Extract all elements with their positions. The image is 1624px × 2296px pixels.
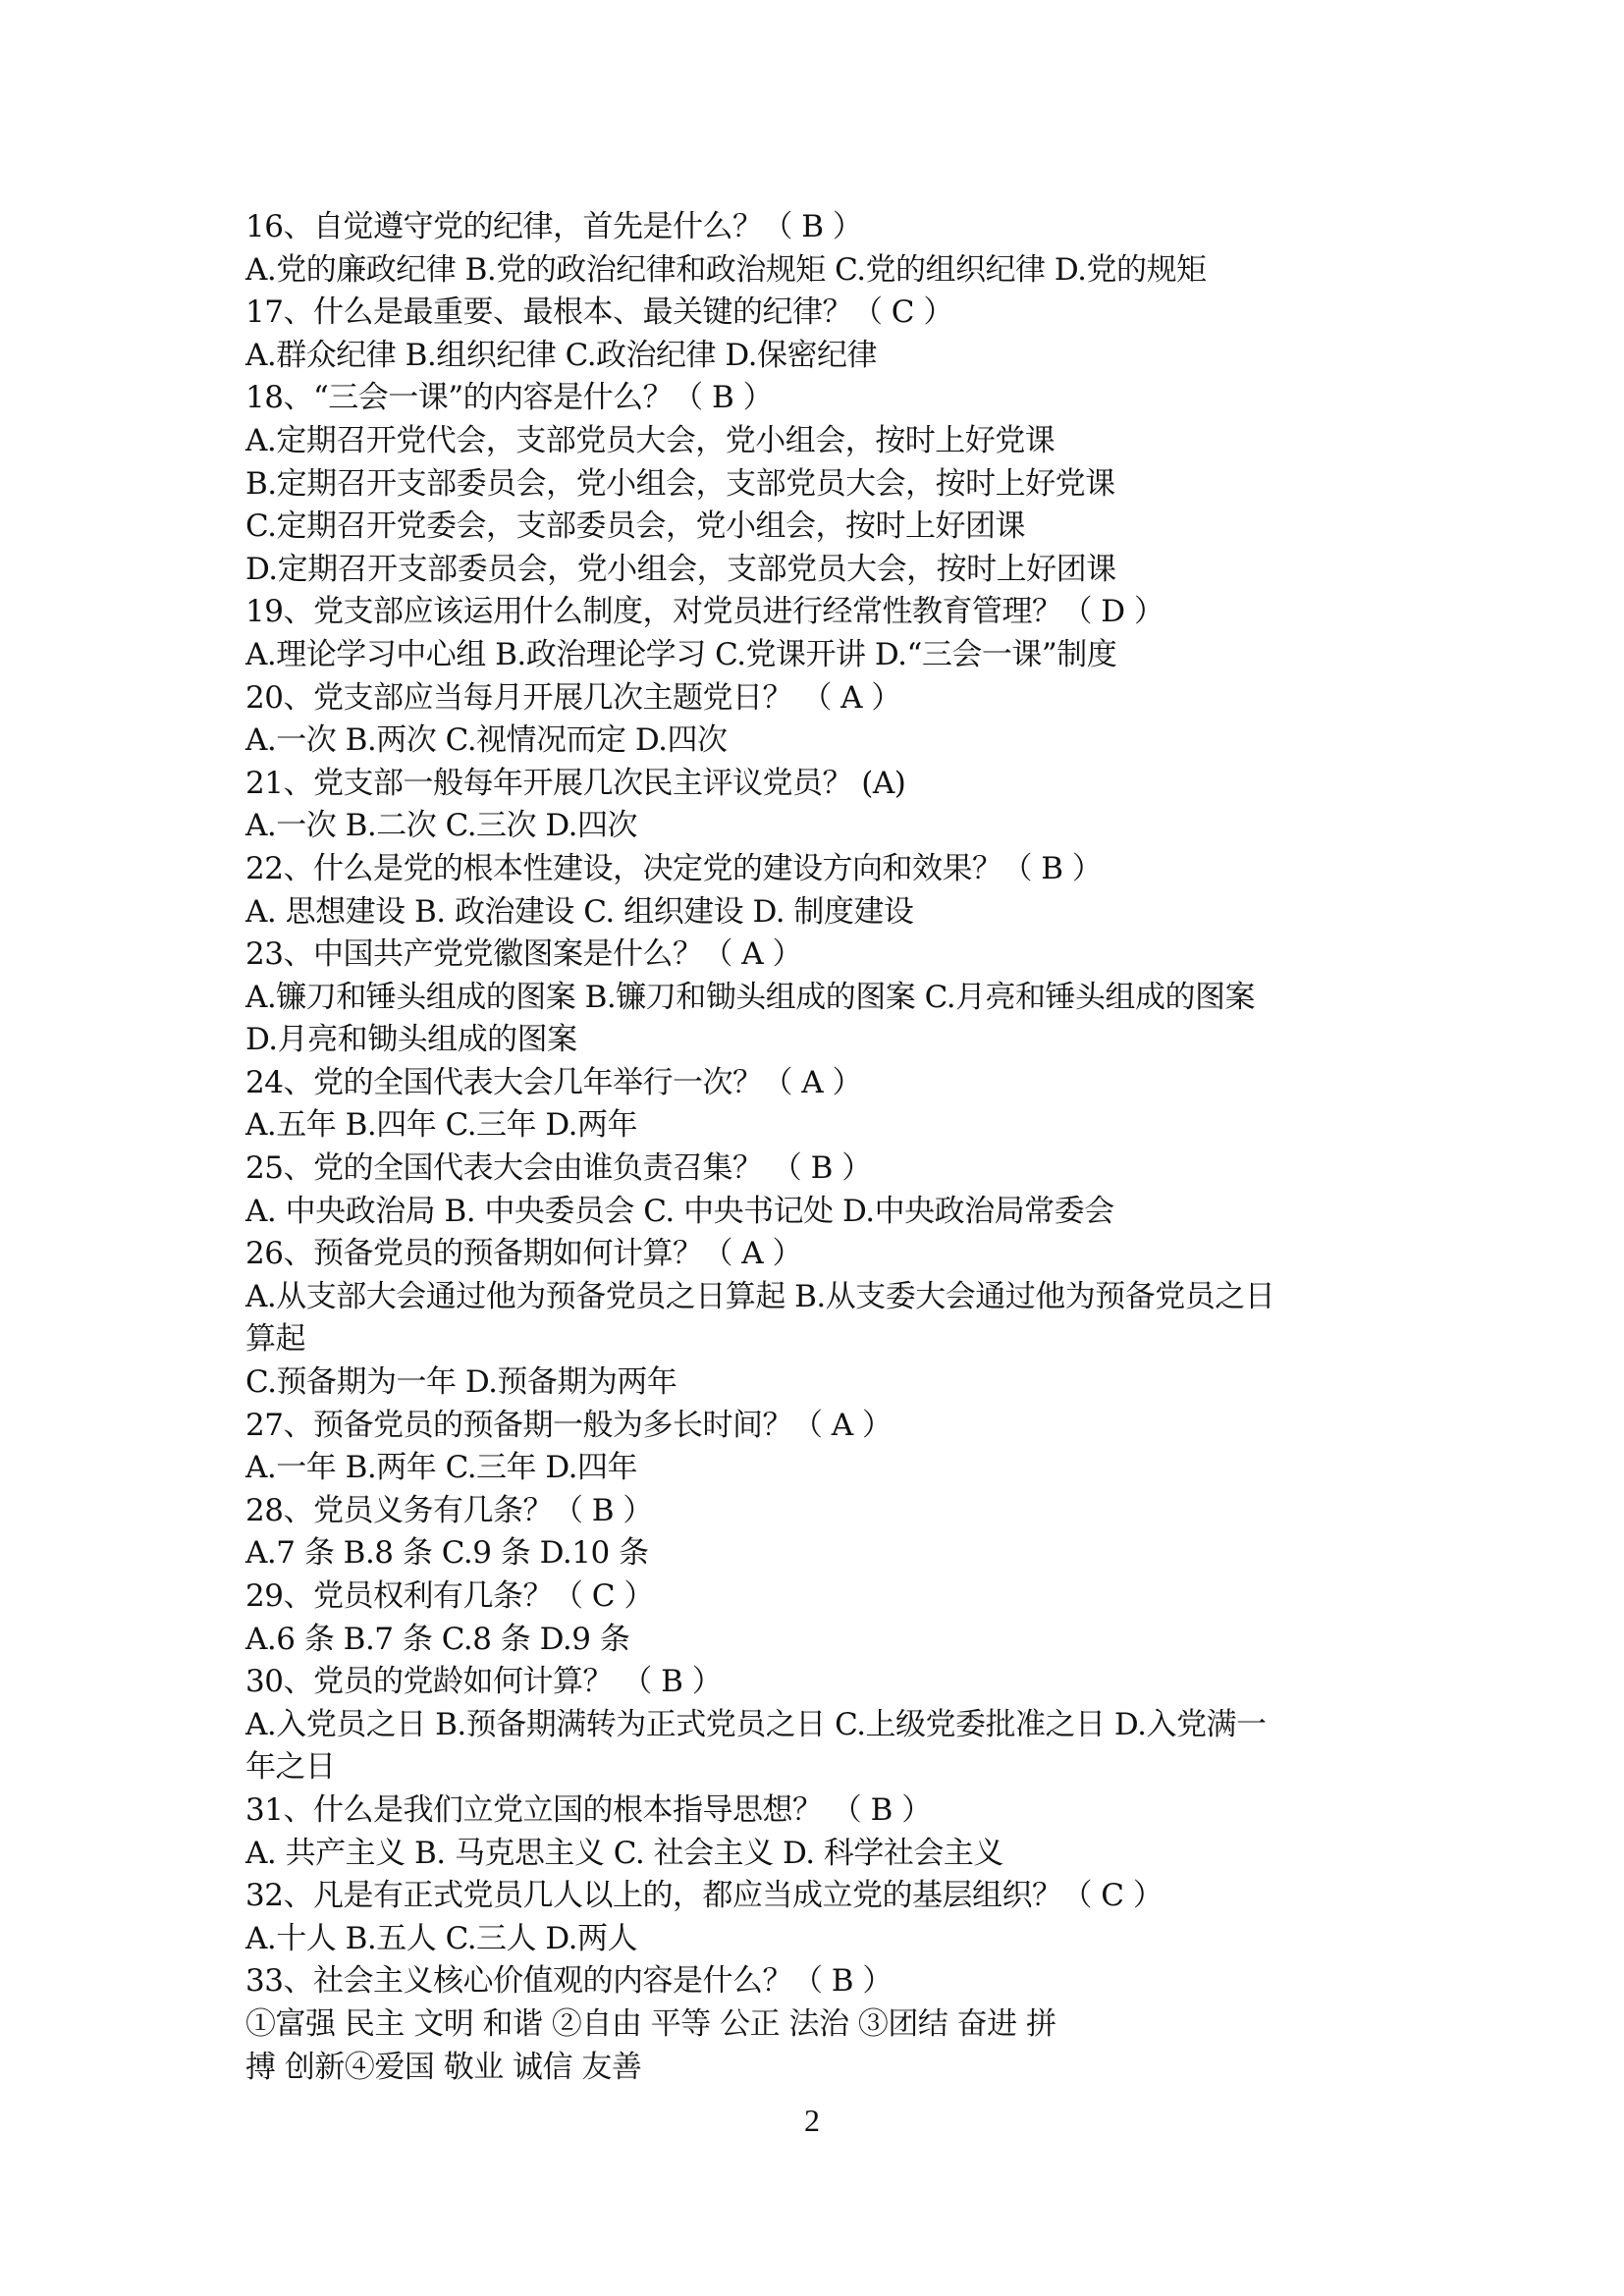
question-29: 29、党员权利有几条？（ C ） bbox=[245, 1578, 654, 1614]
options-26-line2: 算起 bbox=[245, 1321, 305, 1358]
question-33: 33、社会主义核心价值观的内容是什么？（ B ） bbox=[245, 1963, 893, 2000]
question-32: 32、凡是有正式党员几人以上的，都应当成立党的基层组织？（ C ） bbox=[245, 1878, 1164, 1914]
options-21: A.一次 B.二次 C.三次 D.四次 bbox=[245, 808, 638, 844]
question-19: 19、党支部应该运用什么制度，对党员进行经常性教育管理？（ D ） bbox=[245, 594, 1164, 630]
options-32: A.十人 B.五人 C.三人 D.两人 bbox=[245, 1920, 638, 1956]
options-27: A.一年 B.两年 C.三年 D.四年 bbox=[245, 1450, 638, 1486]
option-18-b: B.定期召开支部委员会，党小组会，支部党员大会，按时上好党课 bbox=[245, 465, 1115, 502]
question-22: 22、什么是党的根本性建设，决定党的建设方向和效果？（ B ） bbox=[245, 850, 1103, 886]
question-31: 31、什么是我们立党立国的根本指导思想？ （ B ） bbox=[245, 1791, 932, 1828]
options-22: A. 思想建设 B. 政治建设 C. 组织建设 D. 制度建设 bbox=[245, 893, 914, 930]
document-page bbox=[245, 206, 1389, 2089]
options-17: A.群众纪律 B.组织纪律 C.政治纪律 D.保密纪律 bbox=[245, 337, 878, 373]
options-30-line2: 年之日 bbox=[245, 1749, 336, 1786]
options-23-line2: D.月亮和锄头组成的图案 bbox=[245, 1022, 577, 1058]
question-25: 25、党的全国代表大会由谁负责召集？ （ B ） bbox=[245, 1150, 872, 1187]
options-23-line1: A.镰刀和锤头组成的图案 B.镰刀和锄头组成的图案 C.月亮和锤头组成的图案 bbox=[245, 979, 1256, 1015]
question-18: 18、“三会一课”的内容是什么？（ B ） bbox=[245, 380, 774, 416]
options-24: A.五年 B.四年 C.三年 D.两年 bbox=[245, 1107, 638, 1144]
question-27: 27、预备党员的预备期一般为多长时间？（ A ） bbox=[245, 1407, 893, 1443]
page-number: 2 bbox=[804, 2103, 820, 2138]
options-33-line2: 搏 创新④爱国 敬业 诚信 友善 bbox=[245, 2049, 642, 2085]
options-26-line3: C.预备期为一年 D.预备期为两年 bbox=[245, 1364, 677, 1401]
options-29: A.6 条 B.7 条 C.8 条 D.9 条 bbox=[245, 1621, 630, 1657]
options-28: A.7 条 B.8 条 C.9 条 D.10 条 bbox=[245, 1535, 649, 1572]
question-20: 20、党支部应当每月开展几次主题党日？ （ A ） bbox=[245, 679, 901, 716]
options-19: A.理论学习中心组 B.政治理论学习 C.党课开讲 D.“三会一课”制度 bbox=[245, 636, 1117, 672]
options-16: A.党的廉政纪律 B.党的政治纪律和政治规矩 C.党的组织纪律 D.党的规矩 bbox=[245, 251, 1207, 288]
question-16: 16、自觉遵守党的纪律，首先是什么？（ B ） bbox=[245, 209, 863, 244]
question-23: 23、中国共产党党徽图案是什么？（ A ） bbox=[245, 936, 803, 973]
question-24: 24、党的全国代表大会几年举行一次？（ A ） bbox=[245, 1064, 863, 1100]
options-33-line1: ①富强 民主 文明 和谐 ②自由 平等 公正 法治 ③团结 奋进 拼 bbox=[245, 2005, 1056, 2042]
question-21: 21、党支部一般每年开展几次民主评议党员？ (A) bbox=[245, 765, 906, 801]
option-18-a: A.定期召开党代会，支部党员大会，党小组会，按时上好党课 bbox=[245, 422, 1056, 458]
option-18-d: D.定期召开支部委员会，党小组会，支部党员大会，按时上好团课 bbox=[245, 551, 1116, 587]
options-25: A. 中央政治局 B. 中央委员会 C. 中央书记处 D.中央政治局常委会 bbox=[245, 1193, 1114, 1229]
options-26-line1: A.从支部大会通过他为预备党员之日算起 B.从支委大会通过他为预备党员之日 bbox=[245, 1278, 1275, 1314]
question-30: 30、党员的党龄如何计算？ （ B ） bbox=[245, 1664, 723, 1700]
option-18-c: C.定期召开党委会，支部委员会，党小组会，按时上好团课 bbox=[245, 508, 1025, 545]
question-17: 17、什么是最重要、最根本、最关键的纪律？（ C ） bbox=[245, 294, 953, 331]
options-30-line1: A.入党员之日 B.预备期满转为正式党员之日 C.上级党委批准之日 D.入党满一 bbox=[245, 1706, 1267, 1742]
options-31: A. 共产主义 B. 马克思主义 C. 社会主义 D. 科学社会主义 bbox=[245, 1835, 1003, 1871]
question-28: 28、党员义务有几条？（ B ） bbox=[245, 1492, 653, 1528]
options-20: A.一次 B.两次 C.视情况而定 D.四次 bbox=[245, 722, 728, 759]
question-26: 26、预备党员的预备期如何计算？（ A ） bbox=[245, 1236, 803, 1272]
